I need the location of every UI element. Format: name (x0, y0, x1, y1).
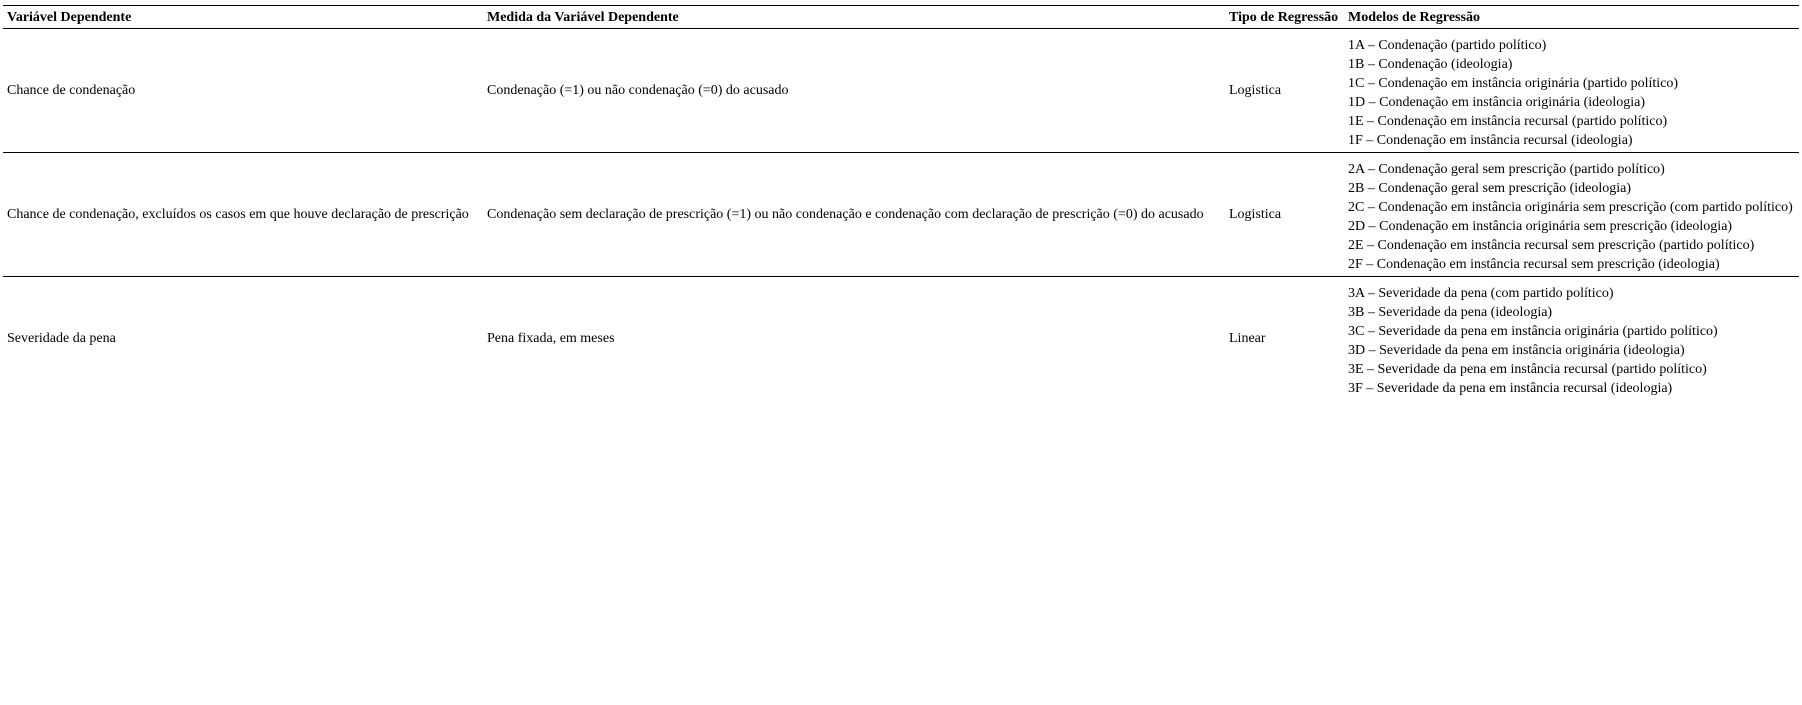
model-item: 3D – Severidade da pena em instância originária (ideologia) (1348, 343, 1685, 358)
model-item: 1E – Condenação em instância recursal (partido político) (1348, 114, 1668, 129)
table-body (3, 29, 1799, 401)
cell-dependent-variable: Chance de condenação, excluídos os casos em que houve declaração de prescrição (7, 206, 469, 222)
header-regression-models: Modelos de Regressão (1348, 10, 1480, 25)
model-item: 2E – Condenação em instância recursal sem prescrição (partido político) (1348, 238, 1755, 253)
model-item: 2D – Condenação em instância originária sem prescrição (ideologia) (1348, 219, 1733, 234)
model-item: 2B – Condenação geral sem prescrição (ideologia) (1348, 181, 1632, 196)
cell-regression-type: Logistica (1229, 82, 1282, 98)
model-item: 3E – Severidade da pena em instância recursal (partido político) (1348, 362, 1707, 377)
cell-measure: Pena fixada, em meses (487, 330, 615, 346)
model-item: 1B – Condenação (ideologia) (1348, 57, 1513, 72)
model-item: 1D – Condenação em instância originária (ideologia) (1348, 95, 1646, 110)
table-row (3, 277, 1799, 401)
cell-models (1344, 29, 1799, 153)
table-row (3, 153, 1799, 277)
regression-table (3, 5, 1799, 400)
regression-table-container (3, 5, 1799, 400)
cell-models (1344, 277, 1799, 401)
cell-measure: Condenação (=1) ou não condenação (=0) do acusado (487, 82, 789, 98)
header-dependent-variable: Variável Dependente (7, 10, 132, 25)
cell-models (1344, 153, 1799, 277)
model-item: 2F – Condenação em instância recursal sem prescrição (ideologia) (1348, 257, 1720, 272)
header-measure: Medida da Variável Dependente (487, 10, 679, 25)
cell-regression-type: Linear (1229, 330, 1266, 346)
model-item: 1C – Condenação em instância originária (partido político) (1348, 76, 1679, 91)
model-item: 3C – Severidade da pena em instância originária (partido político) (1348, 324, 1718, 339)
model-item: 3A – Severidade da pena (com partido político) (1348, 286, 1614, 301)
model-item: 3B – Severidade da pena (ideologia) (1348, 305, 1553, 320)
model-item: 3F – Severidade da pena em instância recursal (ideologia) (1348, 381, 1673, 396)
model-item: 2A – Condenação geral sem prescrição (partido político) (1348, 162, 1665, 177)
cell-measure: Condenação sem declaração de prescrição (=1) ou não condenação e condenação com declaração de prescrição (=0) do acusado (487, 206, 1204, 222)
header-row (3, 6, 1799, 29)
table-row (3, 29, 1799, 153)
header-regression-type: Tipo de Regressão (1229, 10, 1339, 25)
model-item: 2C – Condenação em instância originária sem prescrição (com partido político) (1348, 200, 1793, 215)
table-header (3, 6, 1799, 29)
cell-dependent-variable: Severidade da pena (7, 330, 116, 346)
model-item: 1A – Condenação (partido político) (1348, 38, 1547, 53)
cell-regression-type: Logistica (1229, 206, 1282, 222)
cell-dependent-variable: Chance de condenação (7, 82, 136, 98)
model-item: 1F – Condenação em instância recursal (ideologia) (1348, 133, 1633, 148)
